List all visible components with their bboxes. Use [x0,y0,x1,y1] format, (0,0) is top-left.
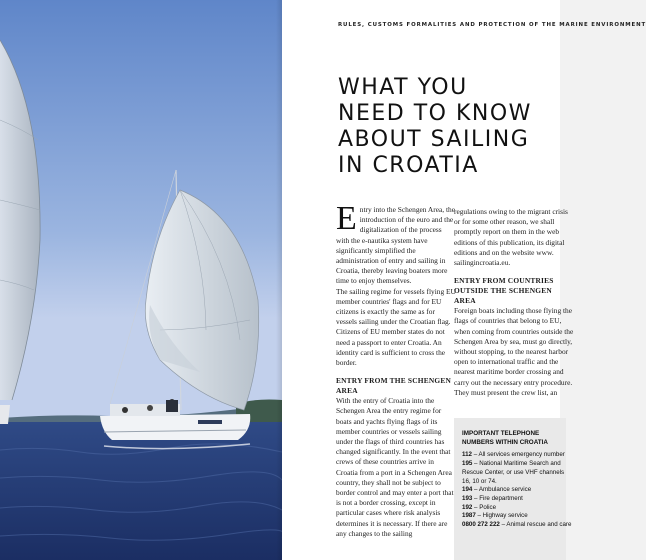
headline-line: NEED TO KNOW [338,100,532,126]
phone-description: – Animal rescue and care [499,521,572,529]
phone-number: 0800 272 222 [462,521,500,529]
article-headline [338,75,560,179]
subhead-schengen: ENTRY FROM THE SCHENGEN AREA [336,376,452,396]
phone-number: 193 [462,494,473,502]
photo-page [0,0,282,560]
phone-number: 192 [462,503,473,511]
phone-row [462,521,572,530]
phone-row [462,495,572,504]
text-column-2 [454,207,574,398]
citizens-paragraph: The sailing regime for vessels flying EU member countries' flags and for EU citizens is exactly the same as for vessels sailing under the Croatian flag. Citizens of EU member states do not need a passport to enter Croatia. An identity card is sufficient to cross the border. [336,286,456,368]
phone-row [462,504,572,513]
phone-description: – Fire department [472,494,523,502]
phone-number: 195 [462,460,473,468]
phone-row [462,451,572,460]
phone-description: – Highway service [475,512,528,520]
phone-row [462,460,572,486]
continued-paragraph: regulations owing to the migrant crisis or for some other reason, we shall promptly report on them in the web editions of this publication, its digital editions and on the website www. sailingincroatia.eu. [454,207,568,268]
box-title-line: NUMBERS WITHIN CROATIA [462,438,548,446]
intro-paragraph [336,200,456,287]
headline-line: ABOUT SAILING [338,126,530,152]
headline-line: IN CROATIA [338,152,479,178]
phone-description: – All services emergency number [471,451,565,459]
box-title-line: IMPORTANT TELEPHONE [462,430,540,437]
phone-number: 1987 [462,512,476,520]
phone-description: – Police [472,503,497,511]
sailing-photo [0,0,282,560]
phone-description: – Ambulance service [472,486,532,494]
phone-number: 194 [462,486,473,494]
telephone-numbers-box [454,418,572,560]
article-page [282,0,646,560]
telephone-list [462,430,572,530]
drop-cap: E [336,200,357,237]
phone-number: 112 [462,451,472,459]
box-title [462,430,572,447]
headline-line: WHAT YOU [338,74,468,100]
text-column-1 [336,200,456,539]
sea [0,422,282,560]
phone-row [462,512,572,521]
phone-description: – National Maritime Search and Rescue Center, or use VHF channels 16, 10 or 74. [462,460,565,485]
outside-schengen-paragraph: Foreign boats including those flying the flags of countries that belong to EU, when coming from countries outside the Schengen Area by sea, must go directly, without stopping, to the nearest harbor open to international traffic and the nearest maritime border crossing and carry out the necessary entry procedure. They must present the crew list, an [454,306,574,397]
intro-text: ntry into the Schengen Area, the introduction of the euro and the digitalization of the process with the e-nautika system have significantly simplified the administration of entry and sailing in Croatia, thereby leaving boaters more time to enjoy themselves. [336,205,456,286]
running-head: RULES, CUSTOMS FORMALITIES AND PROTECTION OF THE MARINE ENVIRONMENT [338,22,646,28]
schengen-paragraph: With the entry of Croatia into the Schengen Area the entry regime for boats and yachts flying flags of its member countries or vessels sailing under the flags of third countries has changed significantly. In the event that crews of these countries arrive in Croatia from a port in a Schengen Area country, they shall not be subject to border control and may enter a port that is not a border crossing, except in particular cases where risk analysis determines it is necessary. If there are any changes to the sailing [336,396,454,538]
subhead-outside-schengen: ENTRY FROM COUNTRIES OUTSIDE THE SCHENGEN AREA [454,276,554,306]
phone-row [462,486,572,495]
